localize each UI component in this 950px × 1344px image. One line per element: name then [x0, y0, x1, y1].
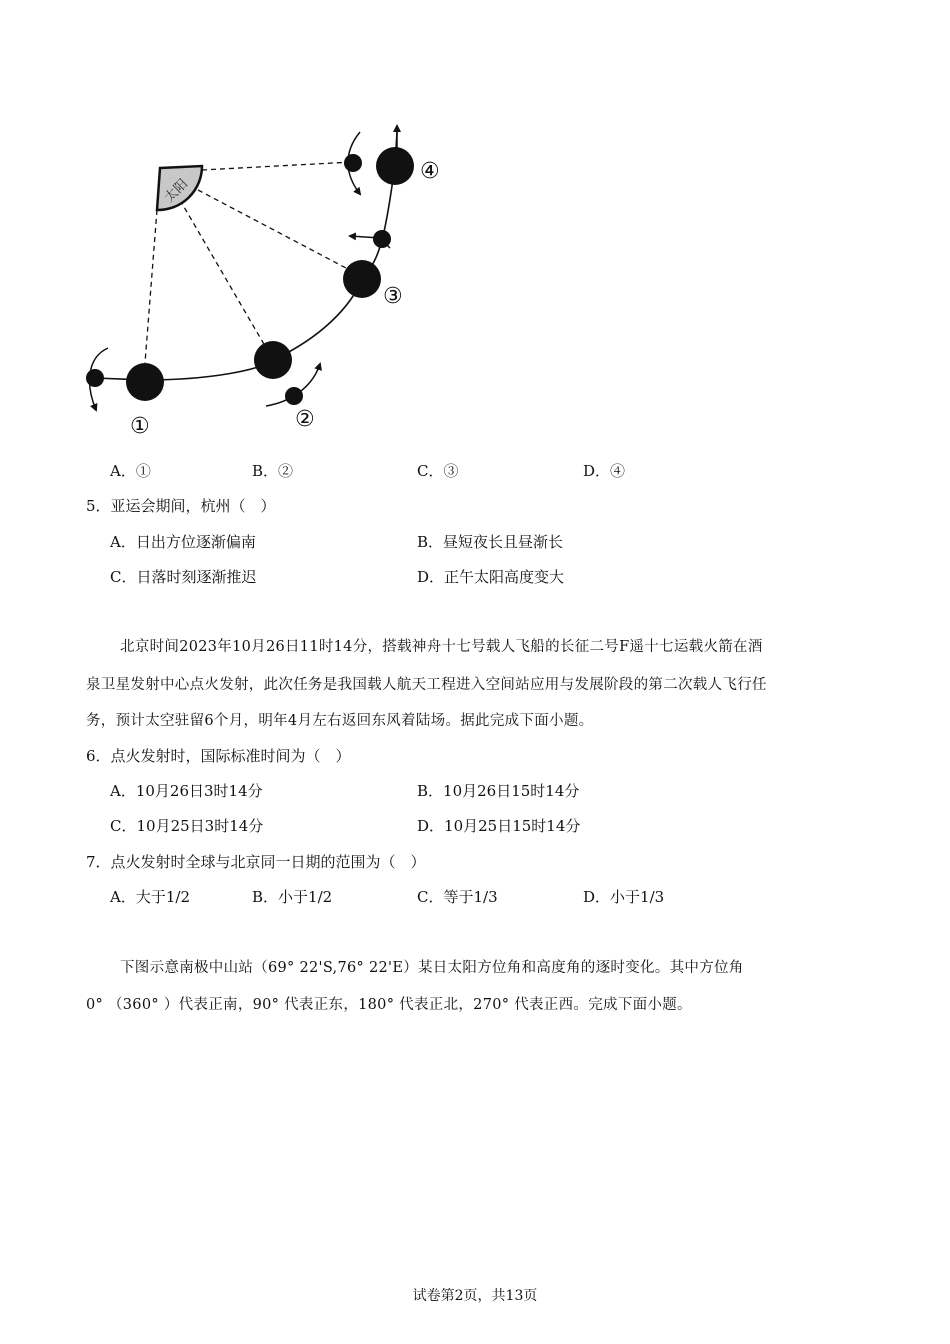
passage2-line-2: 0° （360° ）代表正南，90° 代表正东，180° 代表正北，270° 代表正西。完成下面小题。	[86, 997, 692, 1013]
passage1-line-1: 北京时间2023年10月26日11时14分，搭载神舟十七号载人飞船的长征二号F遥十七运载火箭在酒	[120, 639, 763, 655]
q5-option-a[interactable]: A．日出方位逐渐偏南	[110, 533, 256, 551]
q6-stem: 6．点火发射时，国际标准时间为（ ）	[86, 747, 351, 765]
q5-option-c[interactable]: C．日落时刻逐渐推迟	[110, 568, 257, 586]
sun-label: 太阳	[161, 175, 191, 205]
earth-orbit-diagram	[80, 118, 460, 448]
page-footer: 试卷第2页，共13页	[412, 1288, 538, 1304]
q7-option-a[interactable]: A．大于1/2	[110, 888, 190, 906]
q4-option-a[interactable]: A．①	[110, 462, 151, 480]
q6-option-c[interactable]: C．10月25日3时14分	[110, 817, 264, 835]
q5-stem: 5．亚运会期间，杭州（ ）	[86, 497, 276, 515]
passage1-line-2: 泉卫星发射中心点火发射，此次任务是我国载人航天工程进入空间站应用与发展阶段的第二次载人飞行任	[86, 677, 767, 693]
q7-option-c[interactable]: C．等于1/3	[417, 888, 498, 906]
label-3: ③	[383, 284, 403, 309]
label-1: ①	[130, 414, 150, 439]
q4-option-b[interactable]: B．②	[252, 462, 294, 480]
label-4: ④	[420, 159, 440, 184]
q5-option-d[interactable]: D．正午太阳高度变大	[417, 568, 565, 586]
q6-option-d[interactable]: D．10月25日15时14分	[417, 817, 581, 835]
q6-option-b[interactable]: B．10月26日15时14分	[417, 782, 580, 800]
q6-option-a[interactable]: A．10月26日3时14分	[110, 782, 263, 800]
q4-option-c[interactable]: C．③	[417, 462, 459, 480]
q5-option-b[interactable]: B．昼短夜长且昼渐长	[417, 533, 564, 551]
q7-option-b[interactable]: B．小于1/2	[252, 888, 333, 906]
passage1-line-3: 务，预计太空驻留6个月，明年4月左右返回东风着陆场。据此完成下面小题。	[86, 713, 594, 729]
q4-option-d[interactable]: D．④	[583, 462, 626, 480]
passage2-line-1: 下图示意南极中山站（69° 22'S,76° 22'E）某日太阳方位角和高度角的逐时变化。其中方位角	[120, 960, 744, 976]
sun	[157, 166, 202, 210]
q7-option-d[interactable]: D．小于1/3	[583, 888, 665, 906]
q7-stem: 7．点火发射时全球与北京同一日期的范围为（ ）	[86, 853, 426, 871]
label-2: ②	[295, 407, 315, 432]
